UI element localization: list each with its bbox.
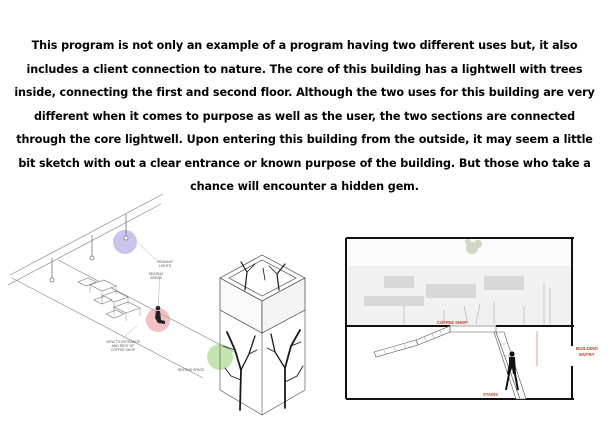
isometric-interior-sketch [8, 190, 238, 420]
building-entry-label: BUILDING ENTRY [575, 346, 599, 357]
stairs-label: STAIRS [483, 392, 499, 397]
entrance-view-label: VIEW TO ENTRANCE AND REST OF COFFEE SHOP [106, 340, 140, 352]
pendant-lights-label: PENDANT LIGHTS [156, 260, 174, 268]
lightwell-tree-box [205, 250, 325, 425]
description-paragraph: This program is not only an example of a program having two different uses but, it also includes a client connection to nature. The core of this building has a lightwell with trees inside, connecting the first and second floor. Although the two uses for this building are very different when it comes to purpose as well as the user, the two sections are connected through the core lightwell. Upon entering this building from the outside, it may seem a little bit sketch with out a clear entrance or known purpose of the building. But those who take a chance will encounter a hidden gem. [14, 39, 595, 193]
seating-areas-label: SEATING AREAS [148, 272, 164, 280]
pendant-highlight [113, 230, 137, 254]
coffee-shop-label: COFFEE SHOP [437, 320, 468, 325]
seating-space-label: SEATING SPACE [177, 368, 205, 372]
